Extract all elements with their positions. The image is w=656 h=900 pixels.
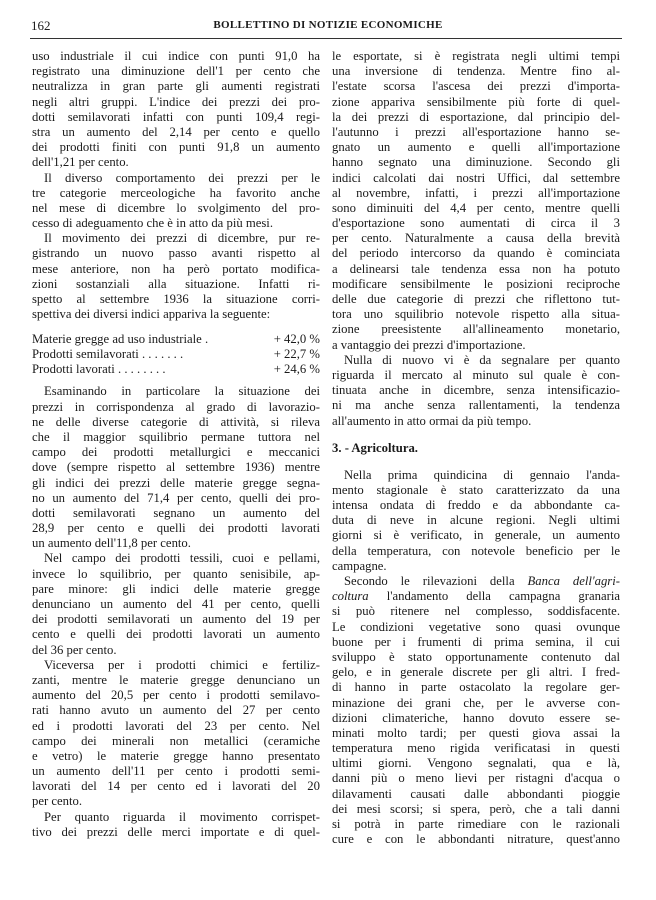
text-line: si potrà in parte rimediare con le razionali: [332, 817, 620, 831]
text-line: Viceversa per i prodotti chimici e fertiliz-: [44, 657, 320, 672]
text-line: l'autunno i prezzi all'esportazione hanno se-: [332, 124, 620, 139]
text-line: di hanno in parte ostacolato la regolare ger-: [332, 680, 620, 695]
row-value: + 24,6 %: [273, 362, 320, 377]
text-line: danni più o meno lievi per ristagni d'acqua o: [332, 771, 620, 786]
row-value: + 42,0 %: [273, 332, 320, 347]
italic-text: coltura: [332, 589, 369, 604]
text-span: l'andamento della campagna granaria: [368, 589, 620, 604]
paragraph: [32, 171, 320, 232]
text-line: registrato una diminuzione dell'1 per cento che: [32, 64, 320, 79]
text-line: prezzi in corrispondenza al grado di lavorazio-: [32, 399, 320, 414]
paragraph: [32, 551, 320, 657]
text-line: mento stagionale è stato caratterizzato da una: [332, 482, 620, 497]
text-line: ne delle diverse categorie di attività, si rileva: [32, 414, 320, 429]
paragraph: [32, 658, 320, 810]
text-line: campo dei prodotti metallurgici e meccanici: [32, 445, 320, 460]
text-line: e vetro) le materie gregge hanno presentato: [32, 748, 320, 763]
paragraph: [32, 384, 320, 551]
row-label: Prodotti semilavorati . . . . . . .: [32, 347, 184, 362]
text-line: dei mesi scorsi; si spera, però, che a tali danni: [332, 801, 620, 816]
text-line: per cento.: [32, 794, 83, 809]
text-line: Nella prima quindicina di gennaio l'anda-: [344, 467, 620, 482]
text-line: l'estate scorsa l'ascesa dei prezzi d'importa-: [332, 79, 620, 94]
row-label: Prodotti lavorati . . . . . . . .: [32, 362, 166, 377]
row-value: + 22,7 %: [273, 347, 320, 362]
text-line: lavorati del 14 per cento ed i lavorati del 20: [32, 779, 320, 794]
text-line: che il maggior squilibrio permane tuttora nel: [32, 429, 320, 444]
text-line: [332, 574, 620, 589]
text-line: zione preesistente all'allineamento monetario,: [332, 322, 620, 337]
text-line: intensa ondata di freddo e da abbondante ca-: [332, 498, 620, 513]
text-line: tinuata anche in dicembre, senza intensificazio-: [332, 383, 620, 398]
text-line: dilavamenti causati dalle abbondanti pioggie: [332, 786, 620, 801]
text-line: dei prodotti semilavorati un aumento del 19 per: [32, 612, 320, 627]
right-column: [332, 49, 620, 847]
text-line: campagne.: [332, 558, 387, 573]
text-line: minazione dei grani che, per le avverse con-: [332, 695, 620, 710]
text-line: 28,9 per cento e quelli dei prodotti lavorati: [32, 521, 320, 536]
text-line: buone per i frumenti di prima semina, il cui: [332, 634, 620, 649]
text-line: Esaminando in particolare la situazione dei: [44, 384, 320, 399]
page-number: 162: [31, 18, 51, 33]
text-line: ed i prodotti lavorati del 23 per cento. Nel: [32, 718, 320, 733]
text-line: giorni si è verificato, in generale, un aumento: [332, 528, 620, 543]
paragraph: [32, 231, 320, 322]
text-line: dove (sempre rispetto al settembre 1936) mentre: [32, 460, 320, 475]
text-line: dizioni climateriche, hanno dovuto essere se-: [332, 710, 620, 725]
text-line: temperatura meno rigida verificatasi in questi: [332, 741, 620, 756]
header-rule: [30, 38, 622, 39]
text-line: modificare sensibilmente le posizioni reciproche: [332, 276, 620, 291]
left-column: [32, 49, 320, 840]
price-index-table: [32, 332, 320, 377]
text-line: hanno segnato una diminuzione. Secondo gli: [332, 155, 620, 170]
text-line: campo dei minerali non metallici (ceramiche: [32, 733, 320, 748]
text-line: della temperatura, con notevole beneficio per le: [332, 543, 620, 558]
italic-text: Banca dell'agri-: [527, 574, 620, 588]
text-line: Per quanto riguarda il movimento corrispet-: [44, 809, 320, 824]
text-line: denunciano un aumento del 41 per cento, quelli: [32, 597, 320, 611]
text-line: negli altri gruppi. L'indice dei prezzi dei pro-: [32, 94, 320, 109]
text-line: cesso di adeguamento che è in atto da più mesi.: [32, 216, 273, 231]
text-line: zione appariva sensibilmente più forte di quel-: [332, 94, 620, 109]
text-line: Il diverso comportamento dei prezzi per le: [44, 170, 320, 185]
text-line: Le condizioni vegetative sono quasi ovunque: [332, 619, 620, 634]
table-row: [32, 332, 320, 347]
text-line: tre categorie merceologiche ha favorito anche: [32, 185, 320, 200]
text-line: gli indici dei prezzi delle materie gregge segna-: [32, 475, 320, 490]
text-line: un aumento dell'11 per cento i prodotti semi-: [32, 764, 320, 779]
text-line: minati molto tardi; per questi giova assai la: [332, 725, 620, 740]
text-line: Nel campo dei prodotti tessili, cuoi e pellami,: [44, 551, 320, 566]
text-line: Il movimento dei prezzi di dicembre, pur re-: [44, 231, 320, 246]
paragraph: [332, 468, 620, 574]
paragraph: [32, 49, 320, 171]
text-line: pare minore: gli indici delle materie gregge: [32, 581, 320, 596]
text-line: no un aumento del 71,4 per cento, quelli dei pro-: [32, 490, 320, 505]
text-line: gistrando un nuovo passo avanti rispetto al: [32, 246, 320, 261]
text-line: tora uno squilibrio notevole rispetto alla situa-: [332, 307, 620, 322]
text-line: del 36 per cento.: [32, 642, 117, 657]
text-line: sono diminuiti del 4,4 per cento, mentre quelli: [332, 200, 620, 215]
text-span: Secondo le rilevazioni della: [344, 574, 528, 588]
text-line: ni ma anche senza rallentamenti, la tendenza: [332, 398, 620, 413]
text-line: a delinearsi tale tendenza essa non ha potuto: [332, 261, 620, 276]
text-line: Nulla di nuovo vi è da segnalare per quanto: [344, 352, 620, 367]
text-line: le esportate, si è registrata negli ultimi tempi: [332, 49, 620, 63]
running-header-title: BOLLETTINO DI NOTIZIE ECONOMICHE: [213, 19, 443, 31]
text-line: gelo, e in generale discrete per gli altri. I fred-: [332, 665, 620, 680]
text-line: stra un aumento del 2,14 per cento e quello: [32, 124, 320, 139]
text-line: spetto al settembre 1936 la situazione corri-: [32, 292, 320, 306]
text-line: d'esportazione sono aumentati di circa il 3: [332, 216, 620, 231]
text-line: delle due categorie di prezzi che riflettono tut-: [332, 292, 620, 306]
text-line: mese anteriore, non ha però portato modifica-: [32, 261, 320, 276]
row-label: Materie gregge ad uso industriale .: [32, 332, 209, 347]
text-line: [332, 589, 620, 604]
text-line: ultimi giorni. Vengono segnalati, qua e là,: [332, 756, 620, 771]
text-line: nel mese di dicembre lo svolgimento del pro-: [32, 200, 320, 215]
table-row: [32, 347, 320, 362]
text-line: riguarda il mercato al minuto sul quale è con-: [332, 367, 620, 382]
text-line: uso industriale il cui indice con punti 91,0 ha: [32, 49, 320, 63]
text-line: una inversione di tendenza. Mentre fino al-: [332, 64, 620, 79]
text-line: a vantaggio dei prezzi d'importazione.: [332, 337, 526, 352]
text-line: tivo dei prezzi delle merci importate e di quel-: [32, 824, 320, 839]
text-line: al novembre, infatti, i prezzi all'importazione: [332, 185, 620, 200]
paragraph: [332, 49, 620, 353]
text-line: gnato un aumento e quelli all'importazione: [332, 140, 620, 155]
text-line: zioni sostanziali alla situazione. Infatti ri-: [32, 276, 320, 291]
text-line: rati hanno avuto un aumento del 27 per cento: [32, 703, 320, 718]
text-line: dotti semilavorati segnano un aumento del: [32, 505, 320, 520]
text-line: si può ritenere nel complesso, soddisfacente.: [332, 604, 620, 619]
text-line: del periodo intercorso da quando è cominciata: [332, 246, 620, 261]
text-line: aumento del 20,5 per cento i prodotti semilavo-: [32, 688, 320, 703]
text-line: la dei prezzi di esportazione, dal principio del-: [332, 109, 620, 124]
text-line: un aumento dell'11,8 per cento.: [32, 536, 191, 551]
text-line: invece lo squilibrio, per quanto senisibile, ap-: [32, 566, 320, 581]
table-row: [32, 362, 320, 377]
paragraph: [32, 810, 320, 840]
text-line: dell'1,21 per cento.: [32, 155, 129, 170]
text-line: all'aumento in atto ormai da più tempo.: [332, 413, 532, 428]
text-line: cure e con le abbondanti nitrature, quest'anno: [332, 832, 620, 847]
text-line: duta di neve in alcune regioni. Negli ultimi: [332, 513, 620, 528]
text-line: dei prodotti finiti con punti 91,8 un aumento: [32, 140, 320, 155]
text-line: neutralizza in gran parte gli aumenti registrati: [32, 79, 320, 94]
paragraph: [332, 574, 620, 847]
text-line: sviluppo è stato opportunamente contenuto dal: [332, 649, 620, 664]
text-line: per cento. Naturalmente a causa della brevità: [332, 231, 620, 246]
text-line: cento e quelli dei prodotti lavorati un aumento: [32, 627, 320, 642]
text-line: dotti semilavorati infatti con punti 109,4 regi-: [32, 109, 320, 124]
text-line: spettiva dei diversi indici appariva la seguente:: [32, 307, 271, 322]
text-line: indici calcolati dai nostri Uffici, dal settembre: [332, 170, 620, 185]
text-line: zanti, mentre le materie gregge denunciano un: [32, 672, 320, 687]
paragraph: [332, 353, 620, 429]
section-heading: 3. - Agricoltura.: [332, 440, 418, 455]
